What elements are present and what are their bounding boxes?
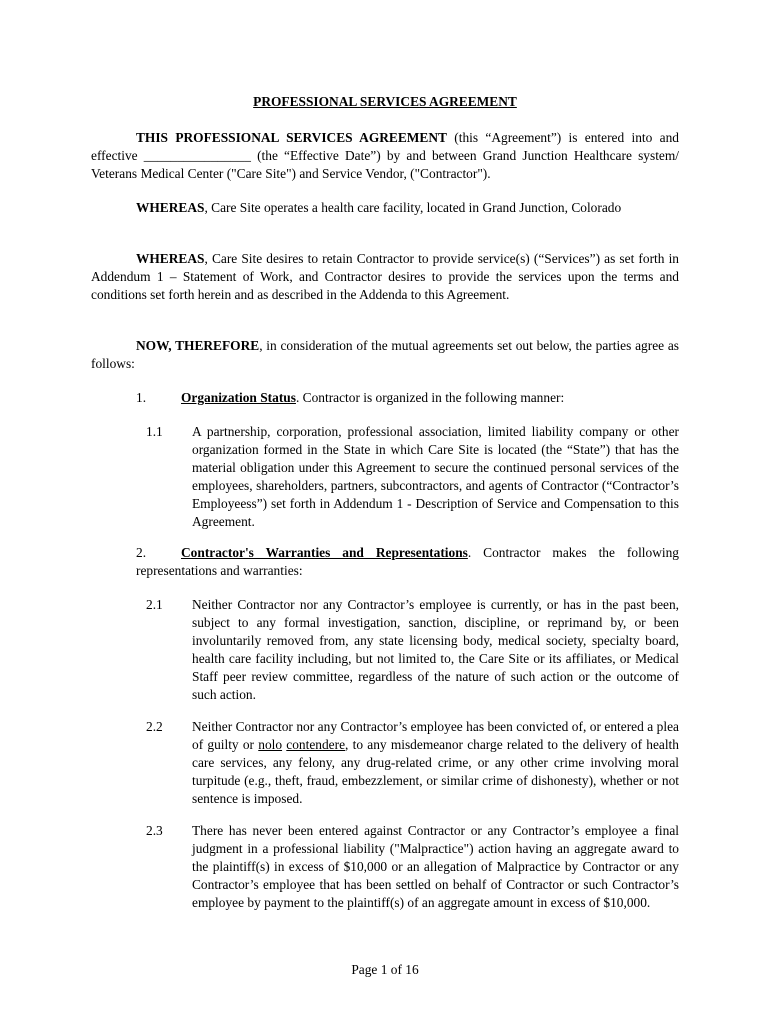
- clause-2-2-number: 2.2: [146, 719, 163, 734]
- intro-lead: THIS PROFESSIONAL SERVICES AGREEMENT: [136, 130, 447, 145]
- whereas-paragraph-1: [91, 199, 679, 217]
- clause-2-1: [146, 596, 679, 704]
- whereas-paragraph-2: [91, 250, 679, 304]
- therefore-paragraph: [91, 337, 679, 373]
- intro-paragraph: [91, 129, 679, 183]
- nolo-term: nolo: [258, 737, 283, 752]
- section-1-title: Organization Status: [181, 390, 296, 405]
- whereas-1-text: , Care Site operates a health care facility, located in Grand Junction, Colorado: [204, 200, 622, 215]
- clause-1-1-text: A partnership, corporation, professional association, limited liability company or other organization formed in the State in which Care Site is located (the “State”) that has the material obligation under this Agreement to secure the continued personal services of the employees, shareholders, partners, subcontractors, and agents of Contractor (“Contractor’s Employeess”) set forth in Addendum 1 - Description of Service and Compensation to this Agreement.: [192, 424, 679, 529]
- whereas-2-lead: WHEREAS: [136, 251, 205, 266]
- clause-2-1-number: 2.1: [146, 597, 163, 612]
- section-2-number: 2.: [136, 545, 147, 560]
- clause-2-1-text: Neither Contractor nor any Contractor’s employee is currently, or has in the past been, subject to any formal investigation, sanction, discipline, or reprimand by, or been involuntarily removed from, any state licensing body, medical society, specialty board, health care facility including, but not limited to, the Care Site or its affiliates, or Medical Staff peer review committee, regardless of the nature of such action or the outcome of such action.: [192, 597, 679, 702]
- whereas-1-lead: WHEREAS: [136, 200, 205, 215]
- clause-2-3-text: There has never been entered against Contractor or any Contractor’s employee a final judgment in a professional liability ("Malpractice") action having an aggregate award to the plaintiff(s) in excess of $10,000 or an allegation of Malpractice by Contractor or any Contractor’s employee that has been settled on behalf of Contractor or such Contractor’s employee by payment to the plaintiff(s) of an aggregate amount in excess of $10,000.: [192, 823, 679, 910]
- clause-1-1: [146, 423, 679, 531]
- section-1-heading: [136, 389, 679, 407]
- clause-1-1-number: 1.1: [146, 424, 163, 439]
- intro-text: (this “Agreement”) is entered into and effective ________________ (the “Effective Date”) by and between Grand Junction Healthcare system/ Veterans Medical Center ("Care Site") and Service Vendor, ("Contractor").: [91, 130, 679, 181]
- whereas-2-text: , Care Site desires to retain Contractor to provide service(s) (“Services”) as set forth in Addendum 1 – Statement of Work, and Contractor desires to provide the services upon the terms and conditions set forth herein and as described in the Addenda to this Agreement.: [91, 251, 679, 302]
- section-1-number: 1.: [136, 390, 147, 405]
- clause-2-2: [146, 718, 679, 808]
- section-2-text: . Contractor makes the following representations and warranties:: [136, 545, 679, 578]
- clause-2-3: [146, 822, 679, 912]
- clause-2-3-number: 2.3: [146, 823, 163, 838]
- clause-2-2-text-before: Neither Contractor nor any Contractor’s employee has been convicted of, or entered a plea of guilty or: [192, 719, 679, 752]
- page-number-footer: Page 1 of 16: [351, 962, 419, 977]
- clause-2-2-text: [192, 718, 679, 808]
- section-2-title: Contractor's Warranties and Representations: [181, 545, 468, 560]
- section-1-text: . Contractor is organized in the following manner:: [295, 390, 565, 405]
- section-2-heading: [136, 544, 679, 580]
- therefore-lead: NOW, THEREFORE: [136, 338, 260, 353]
- document-title: PROFESSIONAL SERVICES AGREEMENT: [253, 94, 517, 109]
- contendere-term: contendere: [286, 737, 346, 752]
- clause-2-2-text-after: , to any misdemeanor charge related to the delivery of health care services, any felony, any drug-related crime, or any other crime involving moral turpitude (e.g., theft, fraud, embezzlement, or similar crime of dishonesty), whether or not sentence is imposed.: [192, 737, 679, 806]
- therefore-text: , in consideration of the mutual agreements set out below, the parties agree as follows:: [91, 338, 679, 371]
